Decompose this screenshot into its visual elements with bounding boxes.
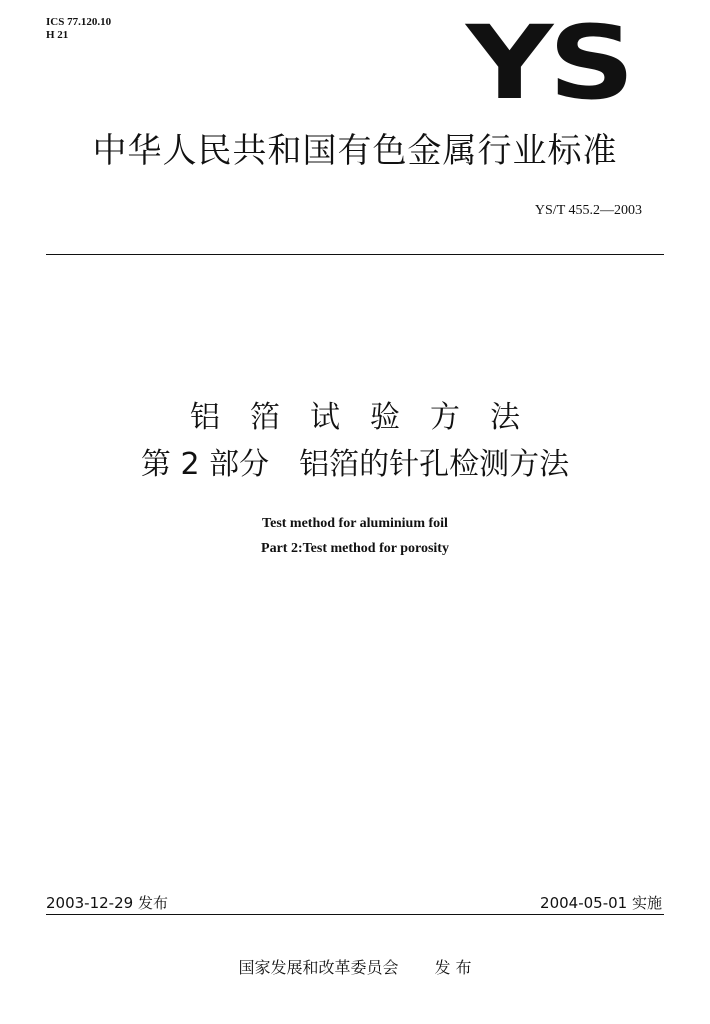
issuer-name: 国家发展和改革委员会 xyxy=(238,958,399,977)
issuer-block xyxy=(0,955,710,978)
standard-number: YS/T 455.2—2003 xyxy=(534,203,642,218)
ccs-code: H 21 xyxy=(46,29,69,41)
ics-code: ICS 77.120.10 xyxy=(46,16,112,28)
document-subtitle-en: Part 2:Test method for porosity xyxy=(261,541,449,556)
classification-codes xyxy=(46,16,111,42)
issuer-action: 发 布 xyxy=(434,958,472,977)
bottom-divider xyxy=(46,914,664,915)
document-subtitle-cn: 第 2 部分 铝箔的针孔检测方法 xyxy=(140,447,570,482)
implementation-date: 2004-05-01 实施 xyxy=(540,894,662,912)
ys-logo: YS xyxy=(466,4,631,123)
document-title-cn: 铝 箔 试 验 方 法 xyxy=(190,400,520,435)
issue-date: 2003-12-29 发布 xyxy=(46,894,168,912)
document-title-en: Test method for aluminium foil xyxy=(262,516,448,531)
standard-body-title: 中华人民共和国有色金属行业标准 xyxy=(92,131,618,171)
top-divider xyxy=(46,254,664,255)
